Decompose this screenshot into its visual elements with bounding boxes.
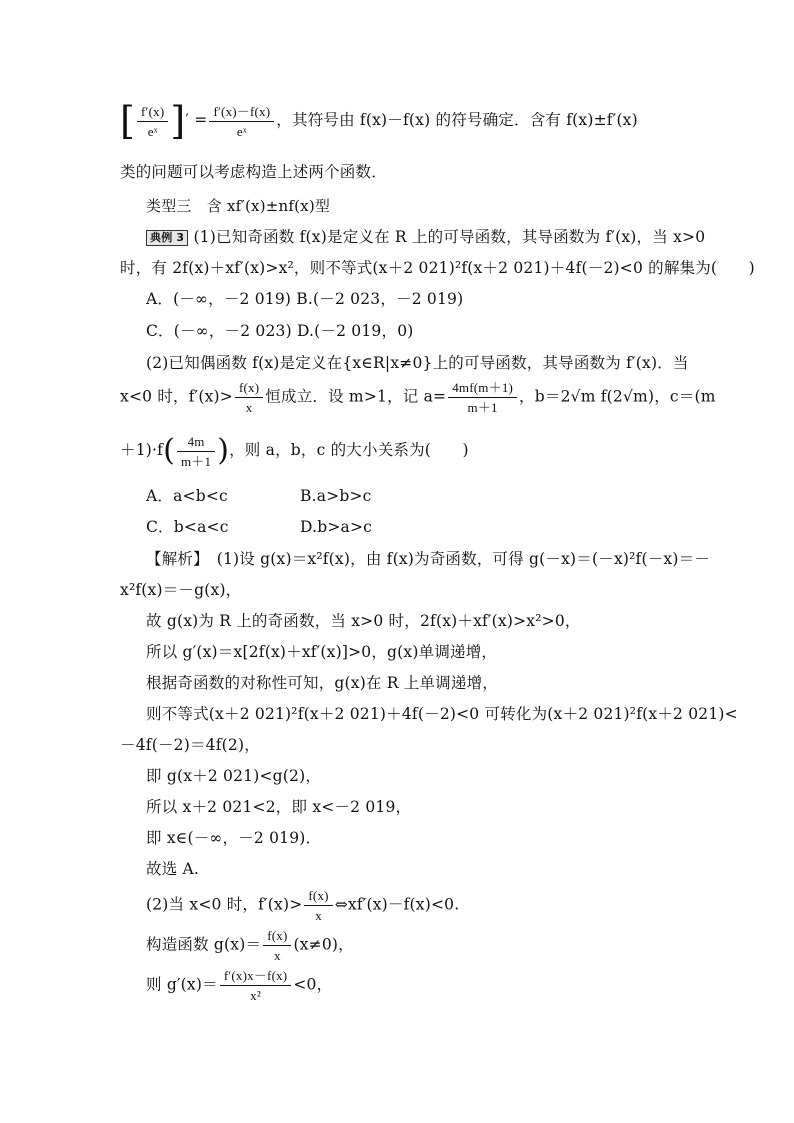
fraction-fx-over-ex: $\frac{f'(x)}{\text{eˣ}}$	[137, 104, 168, 139]
options-ab: A．(－∞，－2 019) B.(－2 023，－2 019)	[146, 290, 464, 308]
solution-line-10: 即 x∈(－∞，－2 019)．	[146, 829, 322, 847]
solution-line-1: 【解析】 (1)设 g(x)＝x²f(x)，由 f(x)为奇函数，可得 g(－x)＝(－x)²f(－x)＝－	[146, 550, 711, 568]
solution-line-2: x²f(x)＝－g(x)，	[120, 581, 242, 599]
solution-line-12: (2)当 x<0 时，f′(x)> $\frac{f(x)}{x}$ ⇔xf′(x)－f(x)<0.	[146, 888, 460, 923]
solution-line-11: 故选 A.	[146, 860, 200, 878]
option-b: B.a>b>c	[300, 487, 372, 505]
formula-line-1: [ $\frac{f'(x)}{\text{eˣ}}$ ]′ = $\frac{f'(x)-f(x)}{\text{eˣ}}$ ，其符号由 f(x)－f(x) 的符号确定．含有 f(x)±f′(x)	[120, 99, 638, 143]
option-c: C．b<a<c	[146, 518, 229, 536]
example-line-1: 典例 3 (1)已知奇函数 f(x)是定义在 R 上的可导函数，其导函数为 f′(x)，当 x>0	[146, 226, 705, 248]
section-heading: 类型三 含 xf′(x)±nf(x)型	[146, 197, 331, 215]
solution-line-14: 则 g′(x)＝ $\frac{f'(x)x-f(x)}{\text{x²}}$ <0，	[146, 968, 333, 1003]
option-a: A．a<b<c	[146, 487, 228, 505]
right-bracket: ]	[170, 99, 186, 143]
example-badge: 典例 3	[146, 230, 188, 246]
fraction-4m: $\frac{4m}{m+1}$	[177, 434, 215, 469]
solution-line-7: －4f(－2)＝4f(2)，	[120, 736, 260, 754]
left-bracket: [	[120, 99, 136, 143]
example2-line-1: (2)已知偶函数 f(x)是定义在{x∈R|x≠0}上的可导函数，其导函数为 f′(x)．当	[146, 354, 689, 372]
fraction-a-definition: $\frac{4mf(m+1)}{m+1}$	[448, 380, 517, 415]
example2-line-3: ＋1)·f( $\frac{4m}{m+1}$ )，则 a，b，c 的大小关系为( )	[120, 433, 469, 469]
solution-line-5: 根据奇函数的对称性可知，g(x)在 R 上单调递增，	[146, 674, 498, 692]
options-cd: C．(－∞，－2 023) D.(－2 019，0)	[146, 322, 414, 340]
solution-line-13: 构造函数 g(x)＝ $\frac{f(x)}{x}$ (x≠0)，	[146, 928, 354, 963]
example2-line-2: x<0 时，f′(x)> $\frac{f(x)}{x}$ 恒成立．设 m>1，记 a= $\frac{4mf(m+1)}{m+1}$ ，b＝2√m f(2√m)，c＝(m	[120, 380, 716, 415]
solution-line-4: 所以 g′(x)＝x[2f(x)＋xf′(x)]>0，g(x)单调递增，	[146, 643, 498, 661]
fraction-s13: $\frac{f(x)}{x}$	[263, 928, 291, 963]
fraction-s12: $\frac{f(x)}{x}$	[304, 888, 332, 923]
fraction-fx-over-x: $\frac{f(x)}{x}$	[235, 380, 263, 415]
fraction-derivative: $\frac{f'(x)-f(x)}{\text{eˣ}}$	[209, 104, 274, 139]
example-line-2: 时，有 2f(x)＋xf′(x)>x²，则不等式(x＋2 021)²f(x＋2 021)＋4f(－2)<0 的解集为( )	[120, 259, 755, 277]
fraction-s14: $\frac{f'(x)x-f(x)}{\text{x²}}$	[220, 968, 292, 1003]
solution-line-6: 则不等式(x＋2 021)²f(x＋2 021)＋4f(－2)<0 可转化为(x＋2 021)²f(x＋2 021)<	[146, 705, 738, 723]
solution-line-8: 即 g(x＋2 021)<g(2)，	[146, 767, 322, 785]
option-d: D.b>a>c	[300, 518, 373, 536]
text-line-2: 类的问题可以考虑构造上述两个函数．	[120, 163, 387, 181]
solution-line-9: 所以 x＋2 021<2，即 x<－2 019，	[146, 798, 412, 816]
solution-line-3: 故 g(x)为 R 上的奇函数，当 x>0 时，2f(x)＋xf′(x)>x²>0，	[146, 612, 581, 630]
